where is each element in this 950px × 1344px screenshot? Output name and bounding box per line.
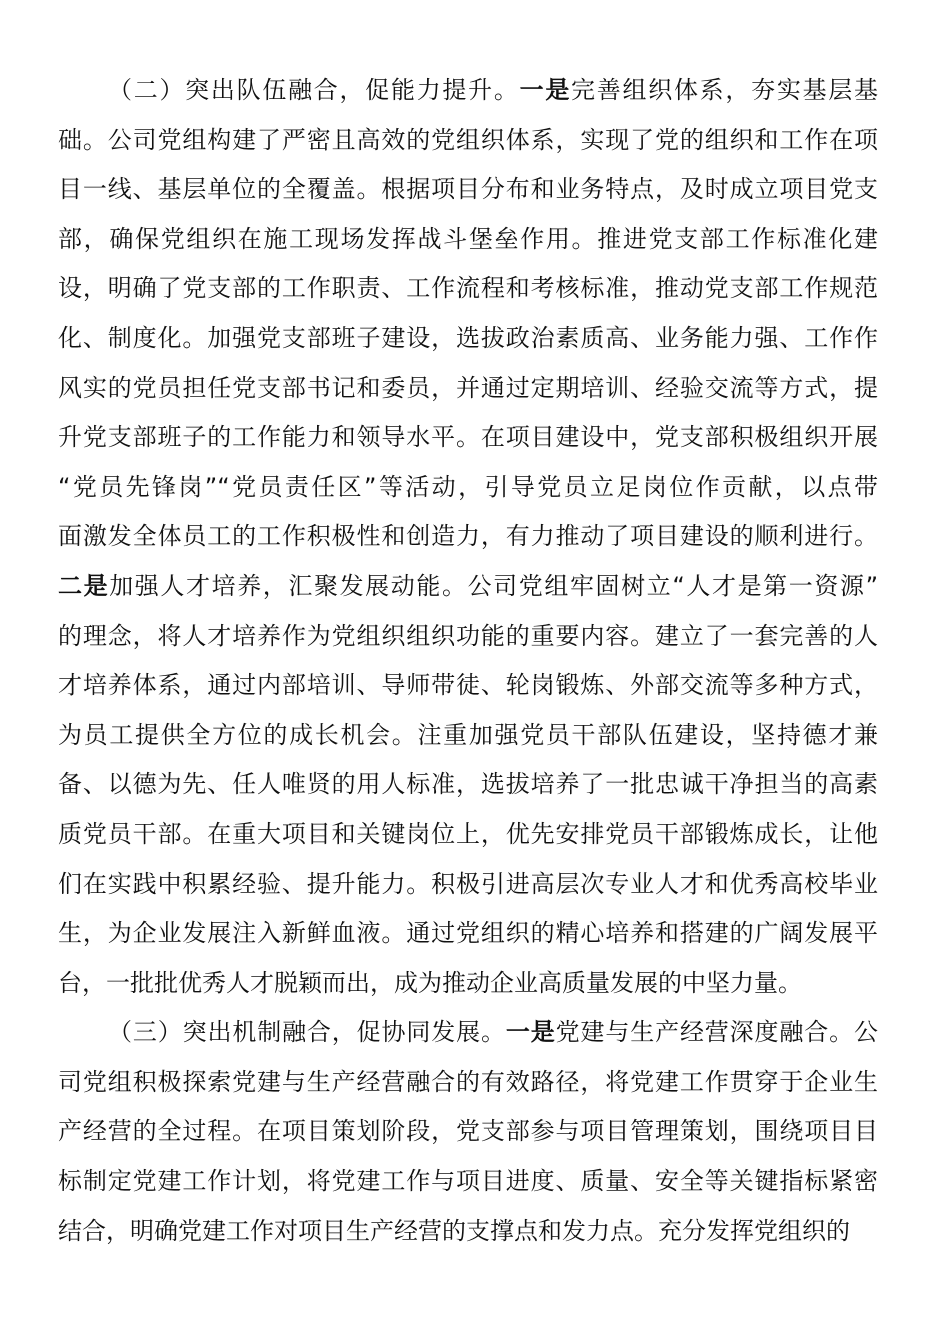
text-line — [58, 264, 878, 314]
text-line — [58, 760, 878, 810]
emphasis-text: 一是 — [519, 76, 572, 104]
text-line — [58, 959, 878, 1009]
line-text: 化、制度化。加强党支部班子建设，选拔政治素质高、业务能力强、工作作 — [58, 323, 878, 352]
line-text: 才培养体系，通过内部培训、导师带徒、轮岗锻炼、外部交流等多种方式， — [58, 671, 878, 700]
line-text: 的理念，将人才培养作为党组织组织功能的重要内容。建立了一套完善的人 — [58, 621, 878, 650]
line-text: 升党支部班子的工作能力和领导水平。在项目建设中，党支部积极组织开展 — [58, 423, 878, 452]
text-line — [58, 66, 878, 116]
line-text: 生，为企业发展注入新鲜血液。通过党组织的精心培养和搭建的广阔发展平 — [58, 919, 878, 948]
line-text: 为员工提供全方位的成长机会。注重加强党员干部队伍建设，坚持德才兼 — [58, 720, 878, 749]
line-text: 设，明确了党支部的工作职责、工作流程和考核标准，推动党支部工作规范 — [58, 274, 878, 303]
text-line — [58, 860, 878, 910]
line-text: 目一线、基层单位的全覆盖。根据项目分布和业务特点，及时成立项目党支 — [58, 175, 878, 204]
line-text: 台，一批批优秀人才脱颖而出，成为推动企业高质量发展的中坚力量。 — [58, 968, 802, 997]
line-text: 党建与生产经营深度融合。公 — [555, 1018, 878, 1047]
line-text: 们在实践中积累经验、提升能力。积极引进高层次专业人才和优秀高校毕业 — [58, 869, 878, 898]
text-line — [58, 810, 878, 860]
text-line — [58, 215, 878, 265]
line-text: 部，确保党组织在施工现场发挥战斗堡垒作用。推进党支部工作标准化建 — [58, 224, 878, 253]
document-page — [58, 66, 878, 1256]
text-line — [58, 1058, 878, 1108]
text-line — [58, 314, 878, 364]
text-line — [58, 1008, 878, 1058]
line-text: “党员先锋岗”“党员责任区”等活动，引导党员立足岗位作贡献，以点带 — [58, 472, 878, 501]
line-text: （三）突出机制融合，促协同发展。 — [108, 1018, 506, 1047]
text-line — [58, 612, 878, 662]
text-line — [58, 364, 878, 414]
text-line — [58, 1157, 878, 1207]
emphasis-text: 二是 — [58, 571, 110, 600]
line-text: 标制定党建工作计划，将党建工作与项目进度、质量、安全等关键指标紧密 — [58, 1167, 878, 1196]
emphasis-text: 一是 — [505, 1018, 556, 1047]
text-line — [58, 909, 878, 959]
text-line — [58, 116, 878, 166]
line-text: 完善组织体系，夯实基层基 — [571, 76, 878, 104]
line-text: 备、以德为先、任人唯贤的用人标准，选拔培养了一批忠诚干净担当的高素 — [58, 770, 878, 799]
text-line — [58, 711, 878, 761]
text-line — [58, 661, 878, 711]
line-text: 加强人才培养，汇聚发展动能。公司党组牢固树立“人才是第一资源” — [109, 571, 878, 600]
text-line — [58, 463, 878, 513]
line-text: 础。公司党组构建了严密且高效的党组织体系，实现了党的组织和工作在项 — [58, 125, 878, 154]
text-line — [58, 1207, 878, 1257]
paragraph-section-three — [58, 1008, 878, 1256]
line-text: （二）突出队伍融合，促能力提升。 — [108, 76, 520, 104]
line-text: 风实的党员担任党支部书记和委员，并通过定期培训、经验交流等方式，提 — [58, 373, 878, 402]
line-text: 结合，明确党建工作对项目生产经营的支撑点和发力点。充分发挥党组织的 — [58, 1216, 850, 1245]
line-text: 面激发全体员工的工作积极性和创造力，有力推动了项目建设的顺利进行。 — [58, 522, 878, 551]
text-line — [58, 1107, 878, 1157]
text-line — [58, 562, 878, 612]
text-line — [58, 512, 878, 562]
line-text: 质党员干部。在重大项目和关键岗位上，优先安排党员干部锻炼成长，让他 — [58, 819, 878, 848]
text-line — [58, 413, 878, 463]
line-text: 产经营的全过程。在项目策划阶段，党支部参与项目管理策划，围绕项目目 — [58, 1117, 878, 1146]
paragraph-section-two — [58, 66, 878, 1008]
text-line — [58, 165, 878, 215]
line-text: 司党组积极探索党建与生产经营融合的有效路径，将党建工作贯穿于企业生 — [58, 1067, 878, 1096]
